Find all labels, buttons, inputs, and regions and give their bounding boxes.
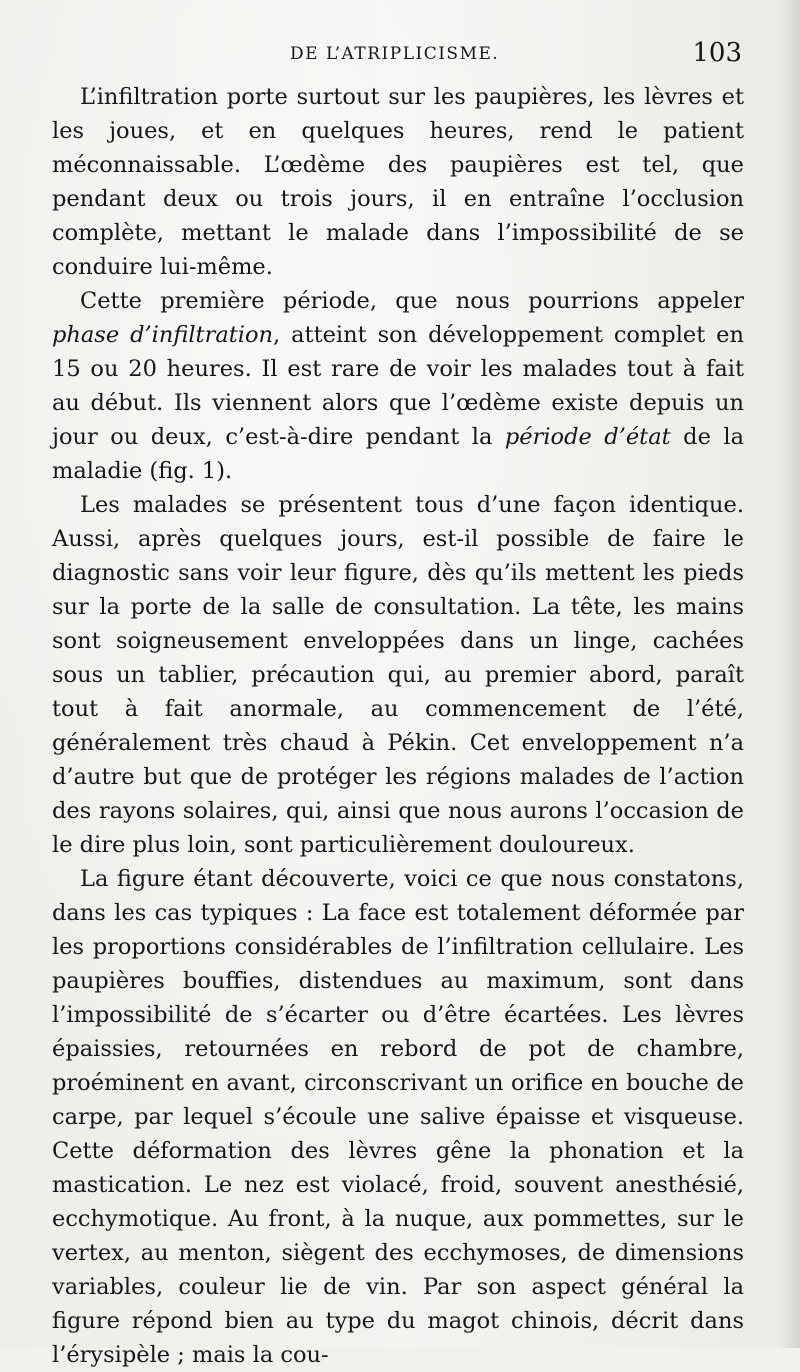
paragraph-4-text: La figure étant découverte, voici ce que nous constatons, dans les cas typiques : La face est totalement déformée par les proportions considérables de l’infiltration cellulaire. Les paupières bouffies, distendues au maximum, sont dans l’impossibilité de s’écarter ou d’être écartées. Les lèvres épaissies, retournées en rebord de pot de chambre, proéminent en avant, circonscrivant un orifice en bouche de carpe, par lequel s’écoule une salive épaisse et visqueuse. Cette déformation des lèvres gêne la phonation et la mastication. Le nez est violacé, froid, souvent anesthésié, ecchymotique. Au front, à la nuque, aux pommettes, sur le vertex, au menton, siègent des ecchymoses, de dimensions variables, couleur lie de vin. Par son aspect général la figure répond bien au type du magot chinois, décrit dans l’érysipèle ; mais la cou- <box>52 866 744 1368</box>
paragraph-2-text-b: , atteint son développement complet en 15 ou 20 heures. Il est rare de voir les malades tout à fait au début. Ils viennent alors que l’œdème existe depuis un jour ou deux, c’est-à-dire pendant la <box>52 322 744 450</box>
term-phase-infiltration: phase d’infiltration <box>52 322 274 348</box>
body-text <box>52 80 744 1372</box>
paragraph-1-text: L’infiltration porte surtout sur les paupières, les lèvres et les joues, et en quelques heures, rend le patient méconnaissable. L’œdème des paupières est tel, que pendant deux ou trois jours, il en entraîne l’occlusion complète, mettant le malade dans l’impossibilité de se conduire lui-même. <box>52 84 744 280</box>
paragraph-2-text-c: de la maladie (fig. 1). <box>52 424 744 484</box>
term-periode-etat: période d’état <box>504 424 671 450</box>
paragraph-3-text: Les malades se présentent tous d’une façon identique. Aussi, après quelques jours, est-il possible de faire le diagnostic sans voir leur figure, dès qu’ils mettent les pieds sur la porte de la salle de consultation. La tête, les mains sont soigneusement enveloppées dans un linge, cachées sous un tablier, précaution qui, au premier abord, paraît tout à fait anormale, au commencement de l’été, généralement très chaud à Pékin. Cet enveloppement n’a d’autre but que de protéger les régions malades de l’action des rayons solaires, qui, ainsi que nous aurons l’occasion de le dire plus loin, sont particulièrement douloureux. <box>52 492 744 858</box>
running-head <box>52 38 742 74</box>
paragraph-1 <box>52 80 744 284</box>
page-number: 103 <box>692 38 742 68</box>
paragraph-4 <box>52 862 744 1372</box>
page-gutter-shadow <box>778 0 800 1348</box>
running-title: DE L’ATRIPLICISME. <box>290 44 500 64</box>
paragraph-2-text-a: Cette première période, que nous pourrions appeler <box>80 288 744 314</box>
paragraph-3 <box>52 488 744 862</box>
paragraph-2 <box>52 284 744 488</box>
